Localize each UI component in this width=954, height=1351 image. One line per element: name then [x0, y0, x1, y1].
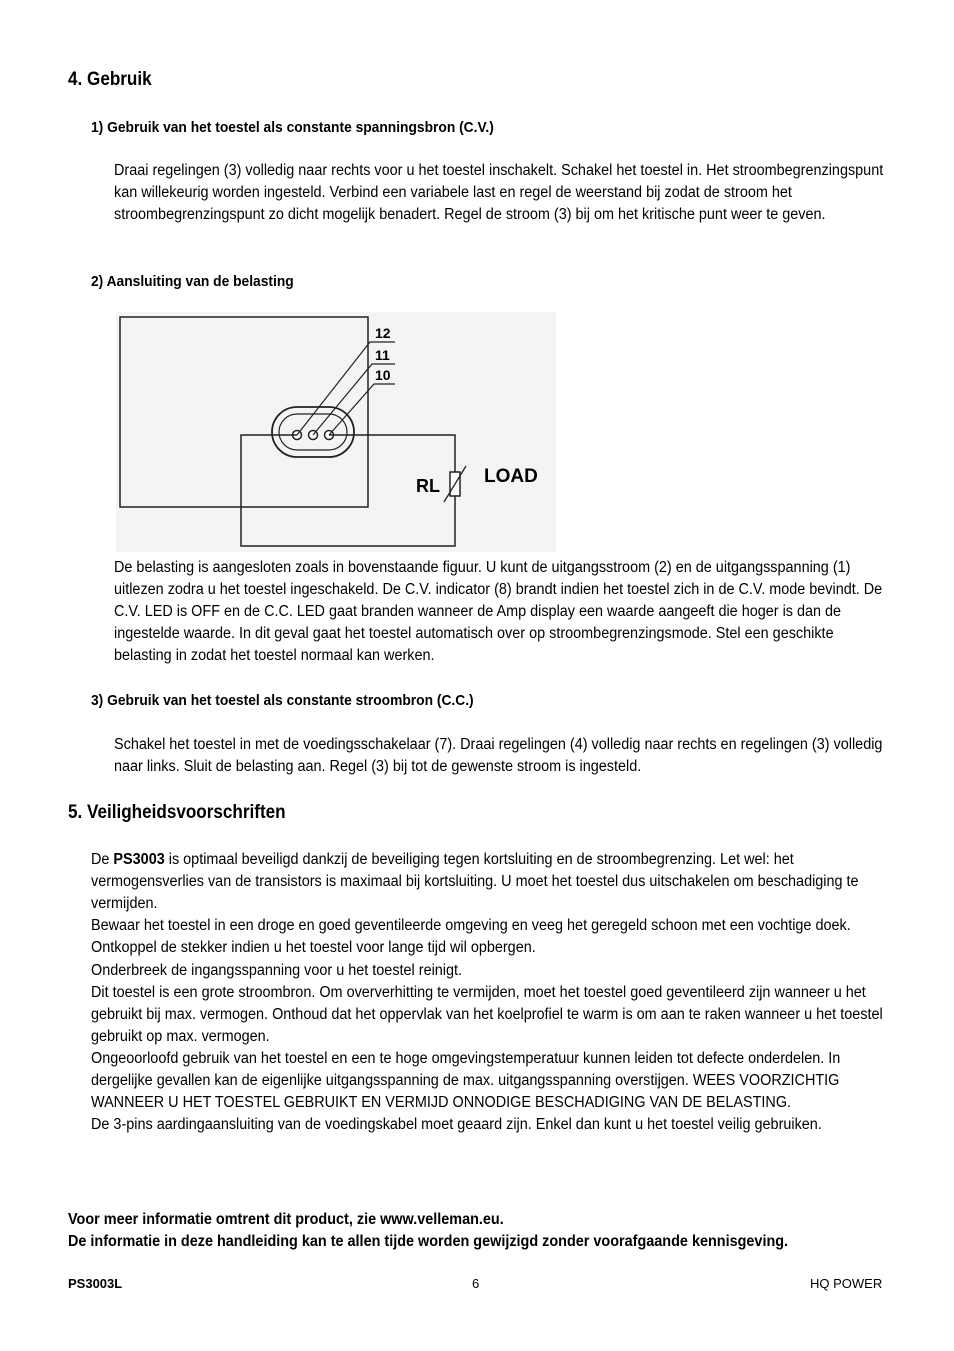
safety-paragraph-5: Ongeoorloofd gebruik van het toestel en een te hoge omgevingstemperatuur kunnen leiden tot defecte onderdelen. In dergelijke gevallen kan de eigenlijke uitgangsspanning de max. uitgangsspanning overstijgen. WEES VOORZICHTIG WANNEER U HET TOESTEL GEBRUIKT EN VERMIJD ONNODIGE BESCHADIGING VAN DE BELASTING. [91, 1050, 841, 1111]
safety-paragraph-6: De 3-pins aardingaansluiting van de voedingskabel moet geaard zijn. Enkel dan kunt u het toestel veilig gebruiken. [91, 1116, 822, 1133]
safety-paragraph-1: De PS3003 is optimaal beveiligd dankzij de beveiliging tegen kortsluiting en de stroombegrenzing. Let wel: het vermogensverlies van de transistors is maximaal bij kortsluiting. U moet het toestel dus uitschakelen om beschadiging te vermijden. [91, 851, 859, 912]
notes [68, 1209, 886, 1253]
label-11: 11 [375, 347, 390, 363]
safety-paragraph-2: Bewaar het toestel in een droge en goed geventileerde omgeving en veeg het geregeld schoon met een vochtige doek. Ontkoppel de stekker indien u het toestel voor lange tijd wil opbergen. [91, 917, 851, 956]
subsection-3-text: Schakel het toestel in met de voedingsschakelaar (7). Draai regelingen (4) volledig naar rechts en regelingen (3) volledig naar links. Sluit de belasting aan. Regel (3) bij tot de gewenste stroom is ingesteld. [114, 736, 883, 775]
subsection-2-heading: 2) Aansluiting van de belasting [91, 273, 294, 290]
load-label: LOAD [484, 466, 538, 487]
safety-instructions [91, 849, 886, 1136]
subsection-3-heading: 3) Gebruik van het toestel als constante stroombron (C.C.) [91, 692, 474, 709]
disclaimer-note: De informatie in deze handleiding kan te allen tijde worden gewijzigd zonder voorafgaande kennisgeving. [68, 1233, 789, 1250]
label-10: 10 [375, 367, 391, 383]
load-connection-diagram [116, 312, 556, 552]
subsection-2-text: De belasting is aangesloten zoals in bovenstaande figuur. U kunt de uitgangsstroom (2) en de uitgangsspanning (1) uitlezen zodra u het toestel ingeschakeld. De C.V. indicator (8) brandt indien het toestel zich in de C.V. mode bevindt. De C.V. LED is OFF en de C.C. LED gaat branden wanneer de Amp display een waarde aangeeft die hoger is dan de ingestelde waarde. In dit geval gaat het toestel automatisch over op stroombegrenzingsmode. Stel een geschikte belasting in zodat het toestel normaal kan werken. [114, 559, 883, 664]
info-note: Voor meer informatie omtrent dit product, zie www.velleman.eu. [68, 1211, 504, 1228]
section-5-title: 5. Veiligheidsvoorschriften [68, 802, 286, 823]
label-12: 12 [375, 325, 391, 341]
subsection-1-heading: 1) Gebruik van het toestel als constante spanningsbron (C.V.) [91, 119, 494, 136]
subsection-1-text: Draai regelingen (3) volledig naar rechts voor u het toestel inschakelt. Schakel het toestel in. Het stroombegrenzingspunt kan willekeurig worden ingesteld. Verbind een variabele last en regel de weerstand bij zodat de stroom het stroombegrenzingspunt zo dicht mogelijk benadert. Regel de stroom (3) bij om het kritische punt weer te geven. [114, 162, 884, 223]
rl-label: RL [416, 476, 440, 496]
safety-paragraph-4: Dit toestel is een grote stroombron. Om oververhitting te vermijden, moet het toestel goed geventileerd zijn wanneer u het gebruikt bij max. vermogen. Onthoud dat het oppervlak van het koelprofiel te warm is om aan te raken wanneer u het toestel gebruikt op max. vermogen. [91, 984, 883, 1045]
product-model: PS3003 [113, 851, 165, 868]
footer-model: PS3003L [68, 1276, 123, 1291]
safety-paragraph-3: Onderbreek de ingangsspanning voor u het toestel reinigt. [91, 962, 463, 979]
footer-brand: HQ POWER [810, 1276, 883, 1291]
footer-page-number: 6 [472, 1276, 480, 1291]
section-4-title: 4. Gebruik [68, 69, 152, 90]
